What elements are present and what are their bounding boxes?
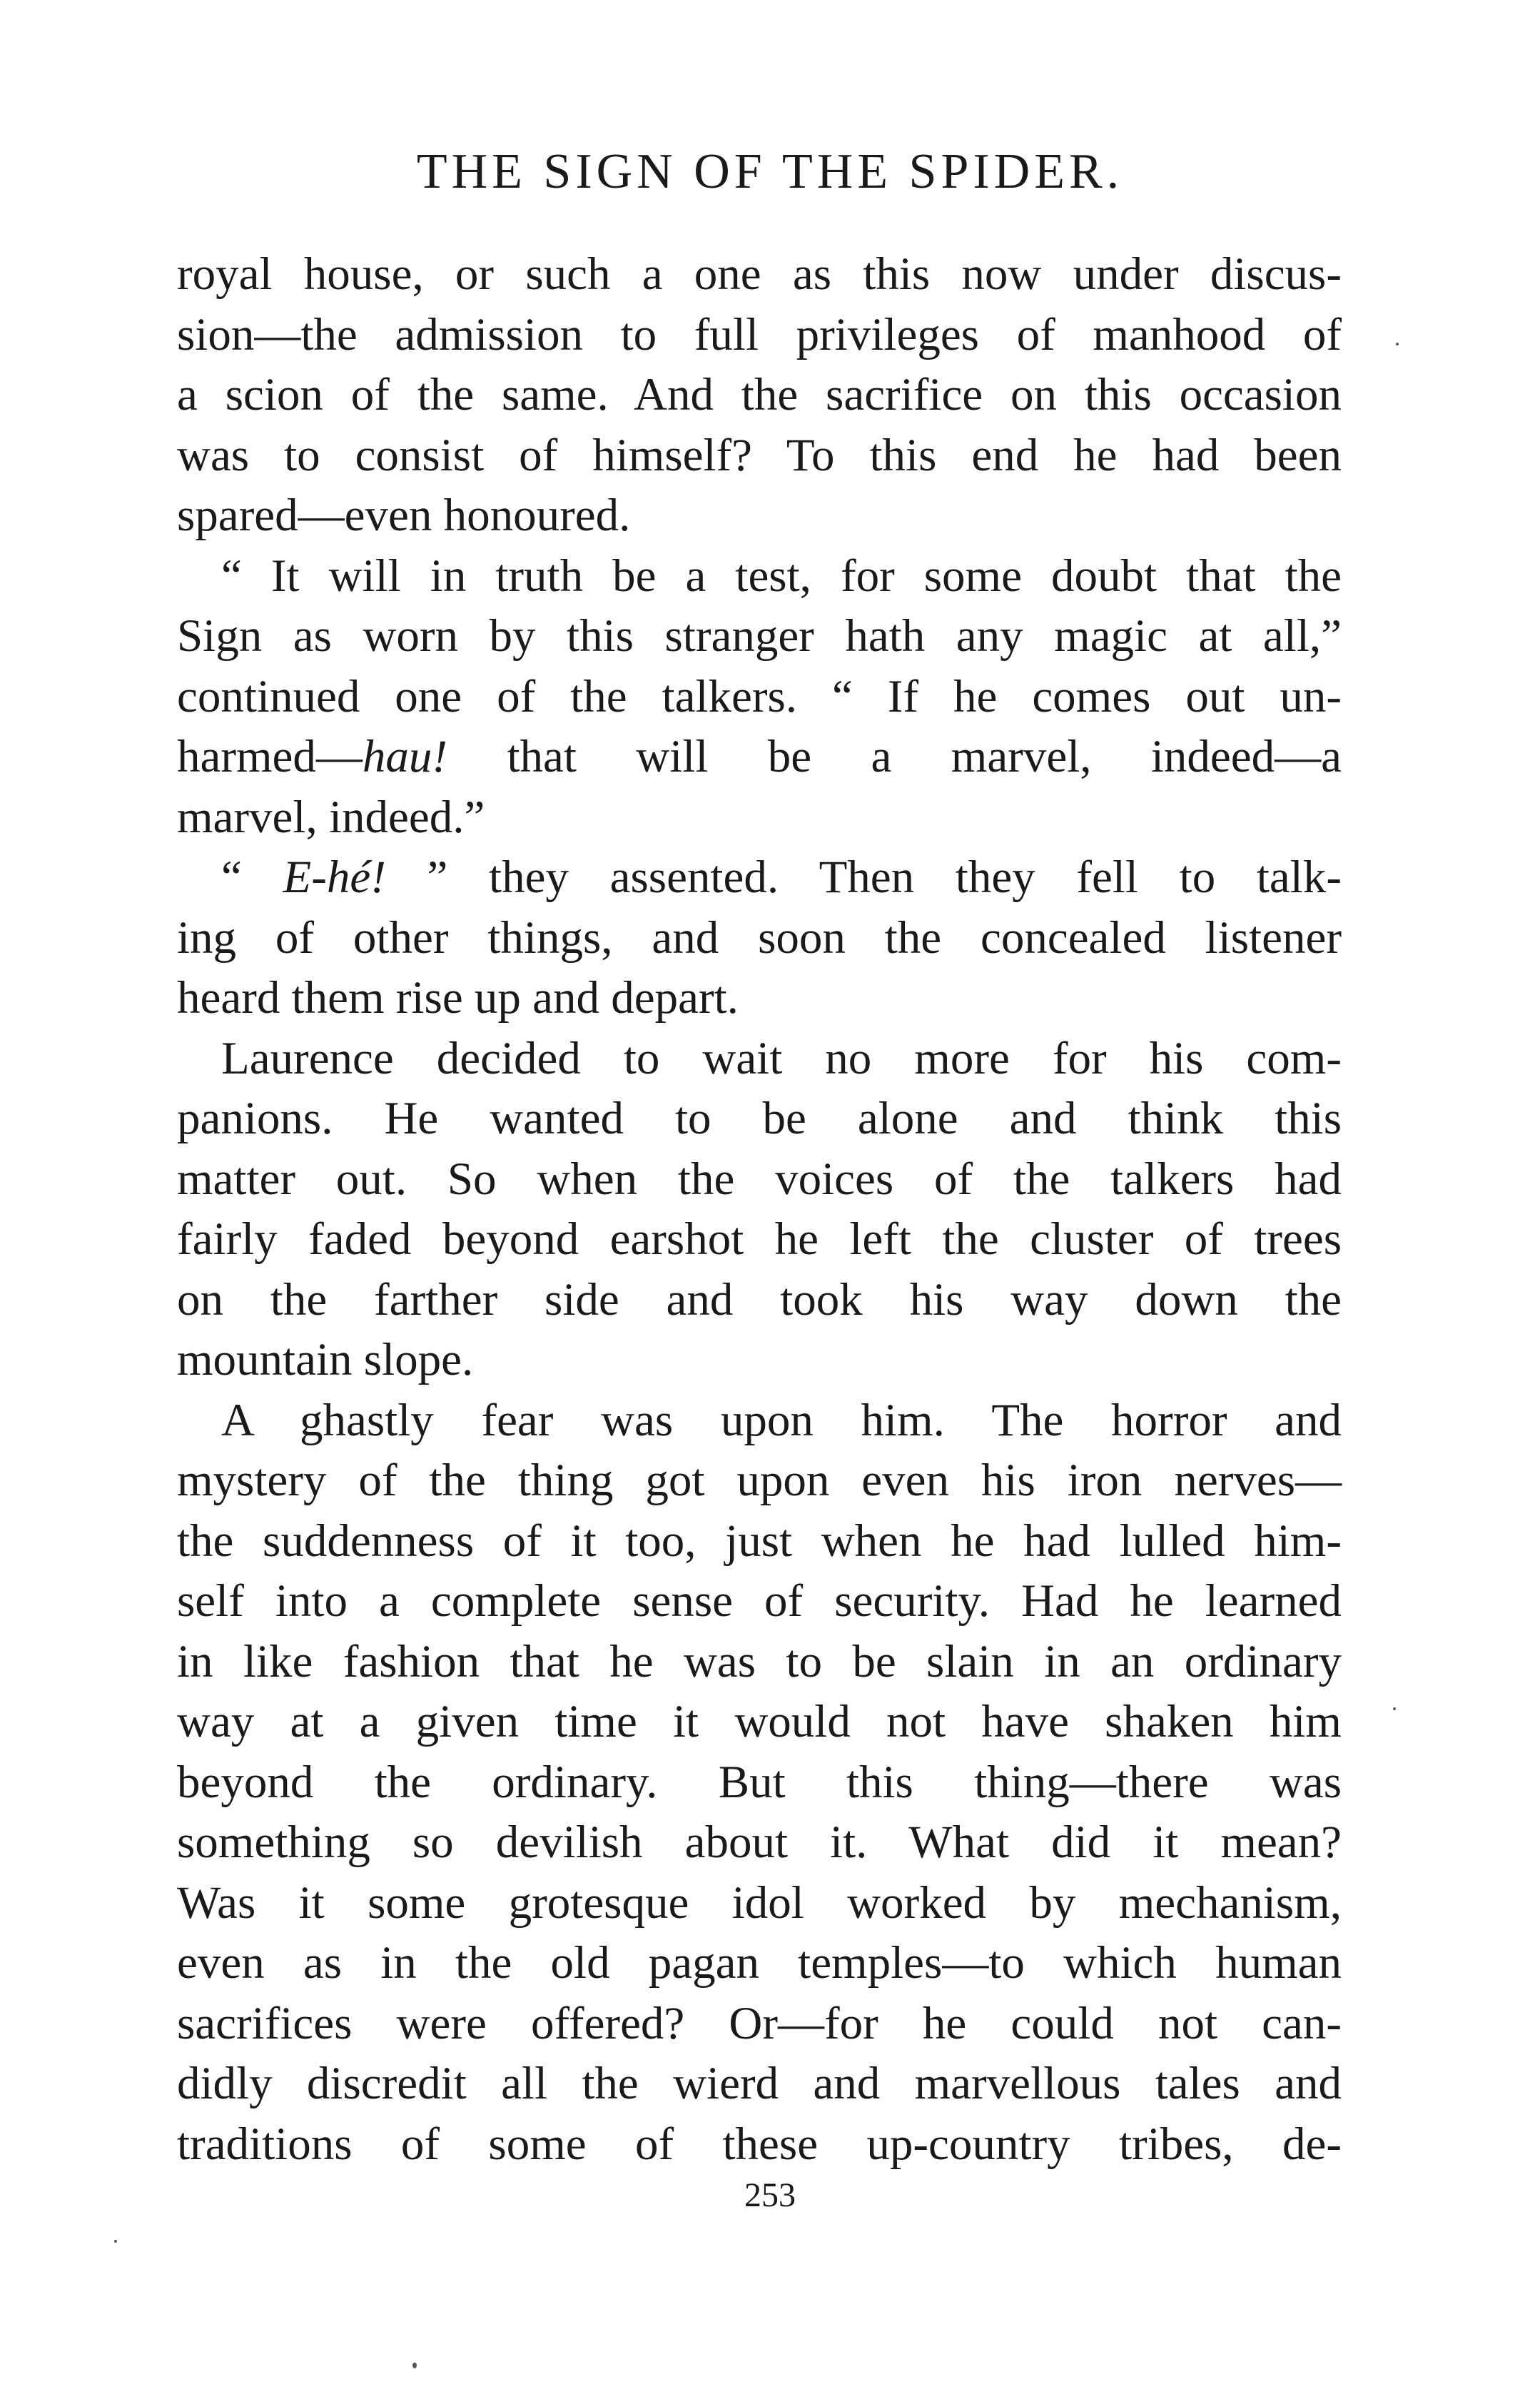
- text-line: in like fashion that he was to be slain in an ordinary: [177, 1635, 1342, 1687]
- italic-word: hau!: [362, 731, 448, 782]
- text-line: sacrifices were offered? Or—for he could not can-: [177, 1997, 1342, 2049]
- text-line: traditions of some of these up-country tribes, de-: [177, 2118, 1342, 2170]
- text-line: didly discredit all the wierd and marvellous tales and: [177, 2058, 1342, 2109]
- text-line: Was it some grotesque idol worked by mechanism,: [177, 1877, 1342, 1929]
- text-line: on the farther side and took his way down the: [177, 1273, 1342, 1325]
- text-line: the suddenness of it too, just when he had lulled him-: [177, 1515, 1342, 1567]
- text-line: Laurence decided to wait no more for his com-: [221, 1032, 1342, 1084]
- text-line: “ E-hé! ” they assented. Then they fell to talk-: [221, 852, 1342, 903]
- text-line: continued one of the talkers. “ If he comes out un-: [177, 670, 1342, 722]
- text-line: beyond the ordinary. But this thing—there was: [177, 1756, 1342, 1808]
- italic-word: E-hé!: [283, 852, 386, 903]
- text-line: sion—the admission to full privileges of manhood of: [177, 308, 1342, 360]
- text-line: spared—even honoured.: [177, 490, 631, 541]
- text-line: fairly faded beyond earshot he left the cluster of trees: [177, 1213, 1342, 1265]
- text-line: “ It will in truth be a test, for some doubt that the: [221, 550, 1342, 602]
- text-line: heard them rise up and depart.: [177, 972, 739, 1024]
- text-line: self into a complete sense of security. Had he learned: [177, 1575, 1342, 1627]
- text-line: matter out. So when the voices of the talkers had: [177, 1153, 1342, 1205]
- text-line: mountain slope.: [177, 1334, 474, 1385]
- text-line: was to consist of himself? To this end he had been: [177, 429, 1342, 481]
- running-title: THE SIGN OF THE SPIDER.: [416, 144, 1124, 199]
- text-line: A ghastly fear was upon him. The horror and: [221, 1394, 1342, 1446]
- scan-speck: [1393, 1707, 1396, 1710]
- scan-speck: [412, 2363, 417, 2368]
- text-line: royal house, or such a one as this now under discus-: [177, 248, 1342, 300]
- text-line: a scion of the same. And the sacrifice on this occasion: [177, 369, 1342, 420]
- body-text: [177, 244, 1342, 2174]
- text-line: panions. He wanted to be alone and think this: [177, 1093, 1342, 1144]
- text-line: something so devilish about it. What did it mean?: [177, 1817, 1342, 1868]
- text-line: Sign as worn by this stranger hath any magic at all,”: [177, 610, 1342, 662]
- text-line: ing of other things, and soon the concealed listener: [177, 911, 1342, 964]
- text-line: mystery of the thing got upon even his iron nerves—: [177, 1455, 1342, 1506]
- text-line: even as in the old pagan temples—to which human: [177, 1937, 1342, 1989]
- text-line: harmed—hau! that will be a marvel, indeed—a: [177, 731, 1342, 782]
- scan-speck: [1396, 343, 1399, 345]
- text-line: marvel, indeed.”: [177, 791, 485, 843]
- scan-speck: [114, 2240, 117, 2243]
- text-line: way at a given time it would not have shaken him: [177, 1696, 1342, 1747]
- page-number: 253: [744, 2176, 796, 2214]
